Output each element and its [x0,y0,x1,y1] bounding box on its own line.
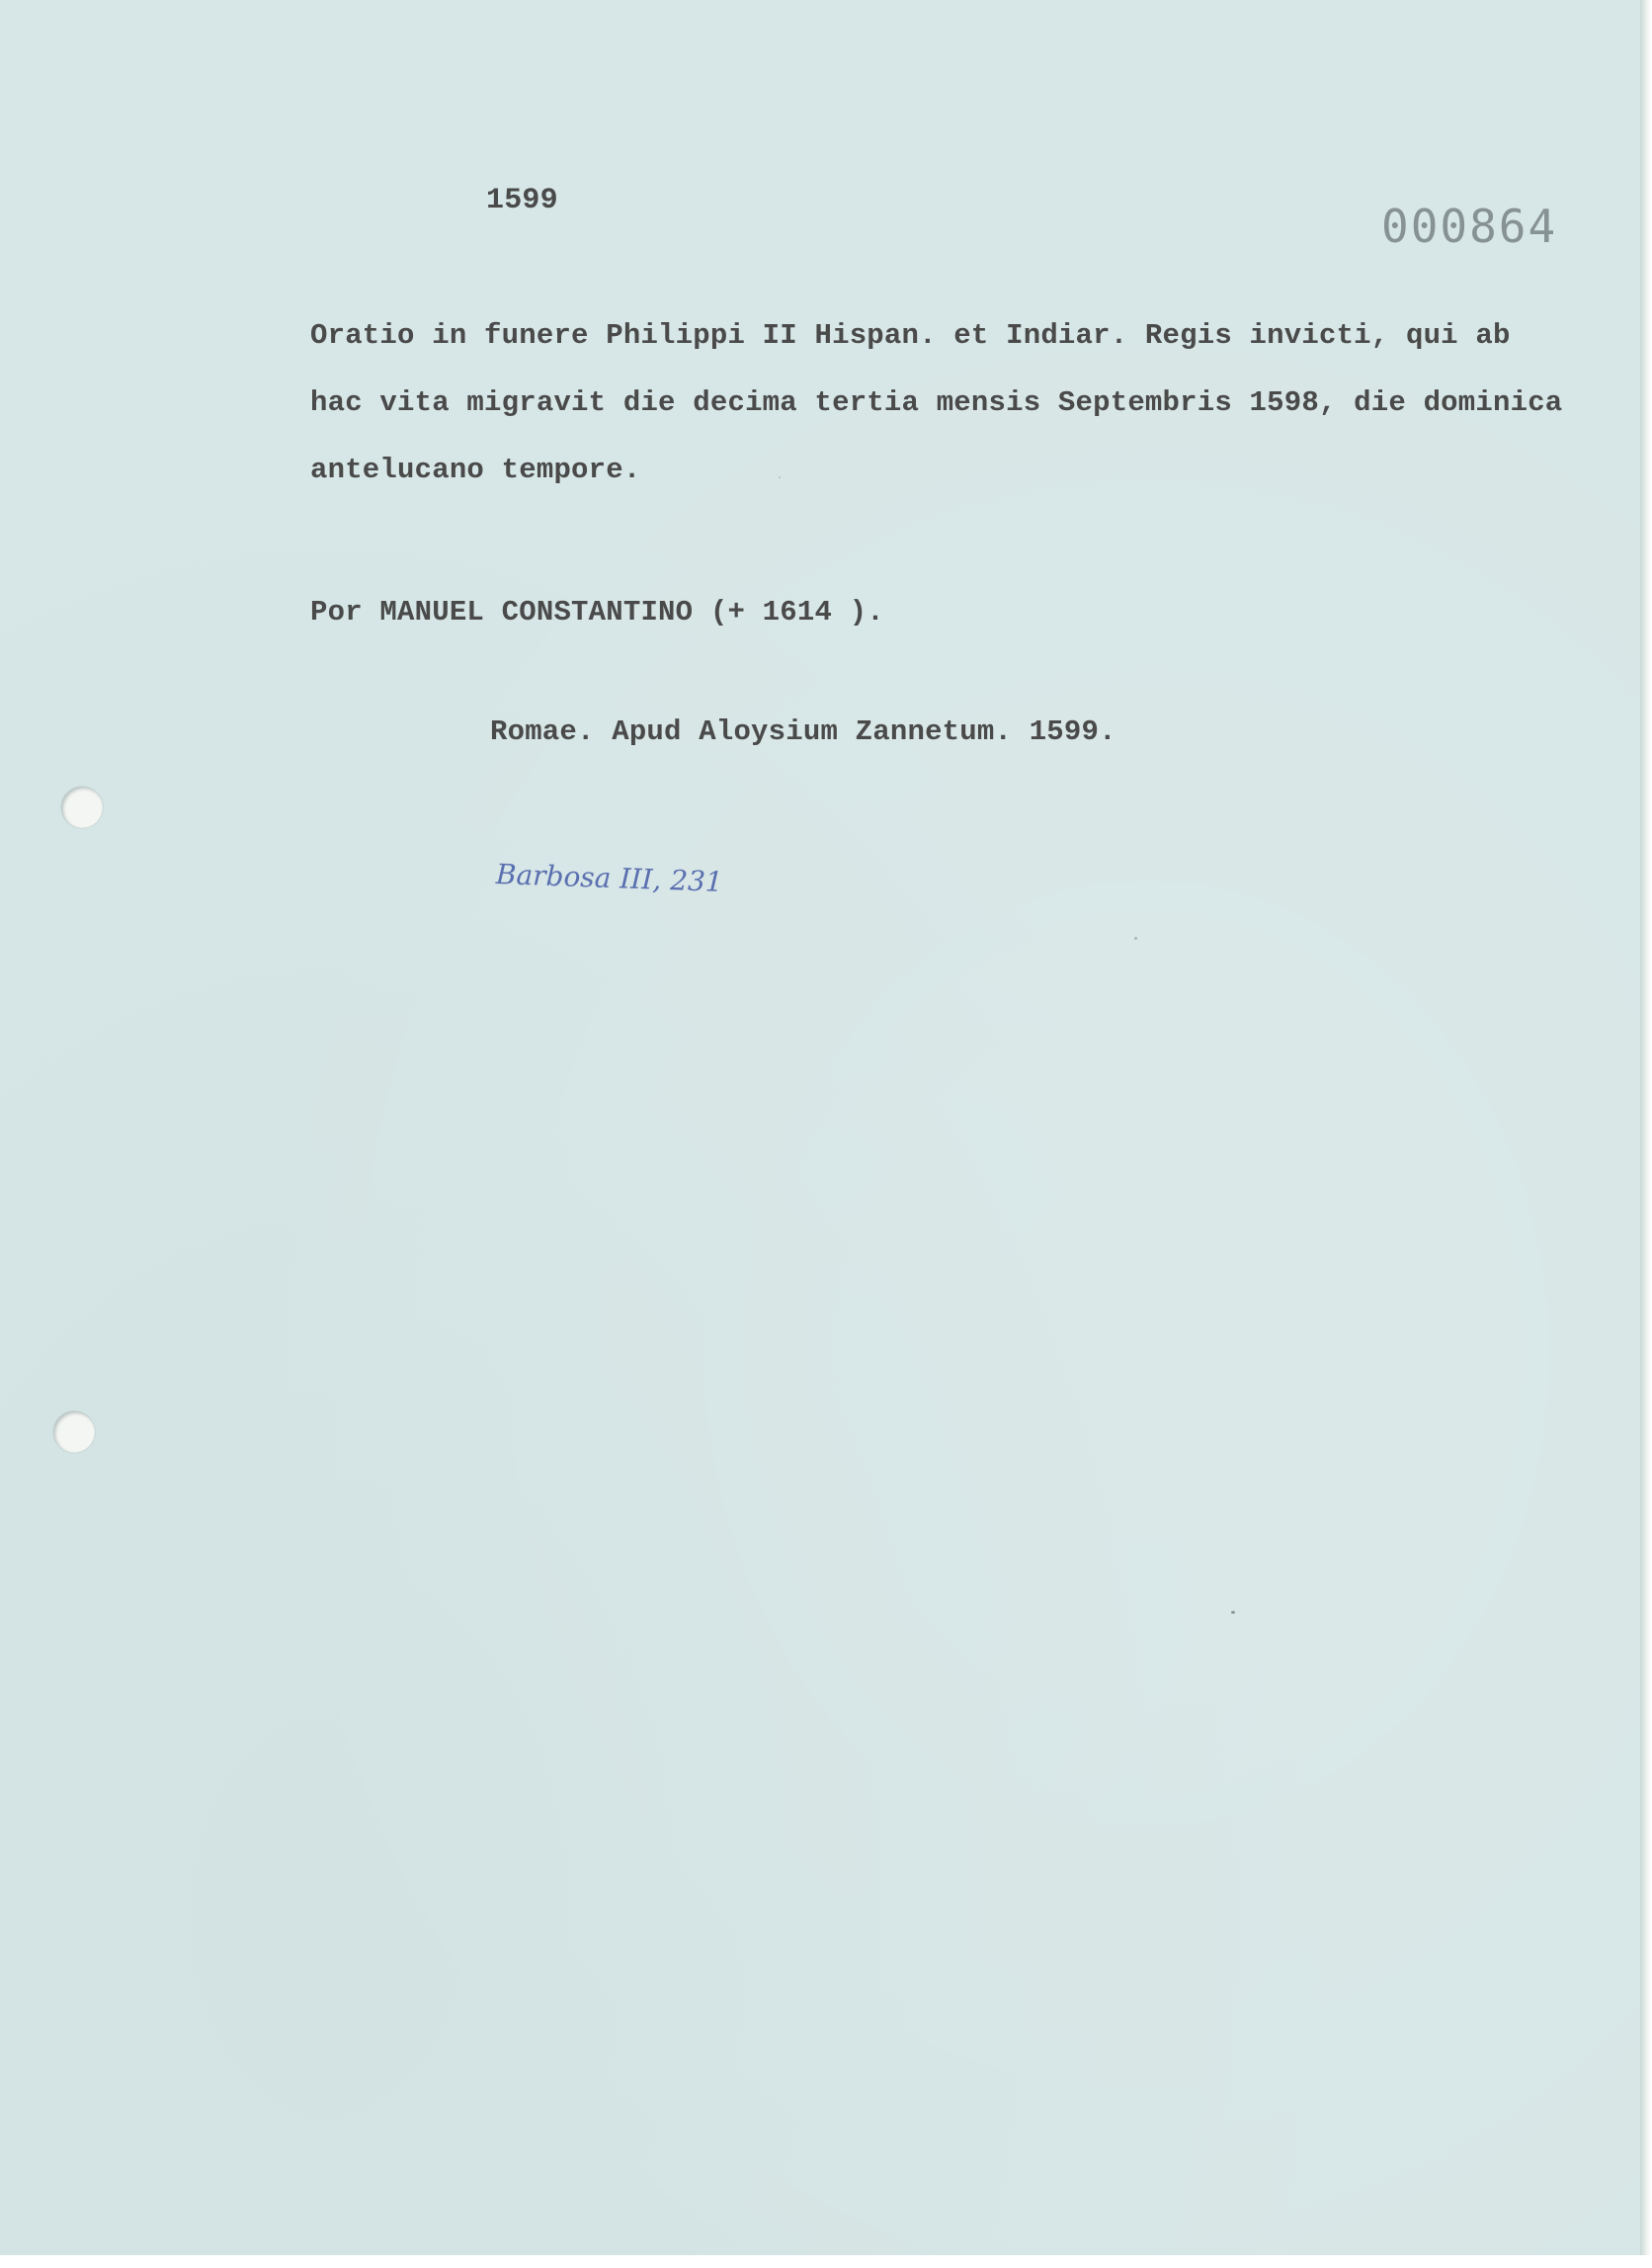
paper-speck [1231,1611,1235,1614]
handwritten-reference-note: Barbosa III, 231 [495,858,724,899]
page-edge-right [1640,0,1652,2255]
punch-hole-top [61,787,103,828]
title-line-2: hac vita migravit die decima tertia mensis Septembris 1598, die dominica [310,386,1563,419]
page-edge-bottom [0,2255,1652,2268]
imprint-line: Romae. Apud Aloysium Zannetum. 1599. [490,715,1116,748]
paper-speck [779,476,781,478]
title-line-1: Oratio in funere Philippi II Hispan. et Indiar. Regis invicti, qui ab [310,319,1511,352]
paper-speck [1134,937,1137,940]
title-line-3: antelucano tempore. [310,454,641,486]
author-line: Por MANUEL CONSTANTINO (+ 1614 ). [310,596,884,629]
year-header: 1599 [486,184,558,217]
punch-hole-bottom [53,1411,95,1453]
record-number-stamp: 000864 [1381,200,1558,253]
